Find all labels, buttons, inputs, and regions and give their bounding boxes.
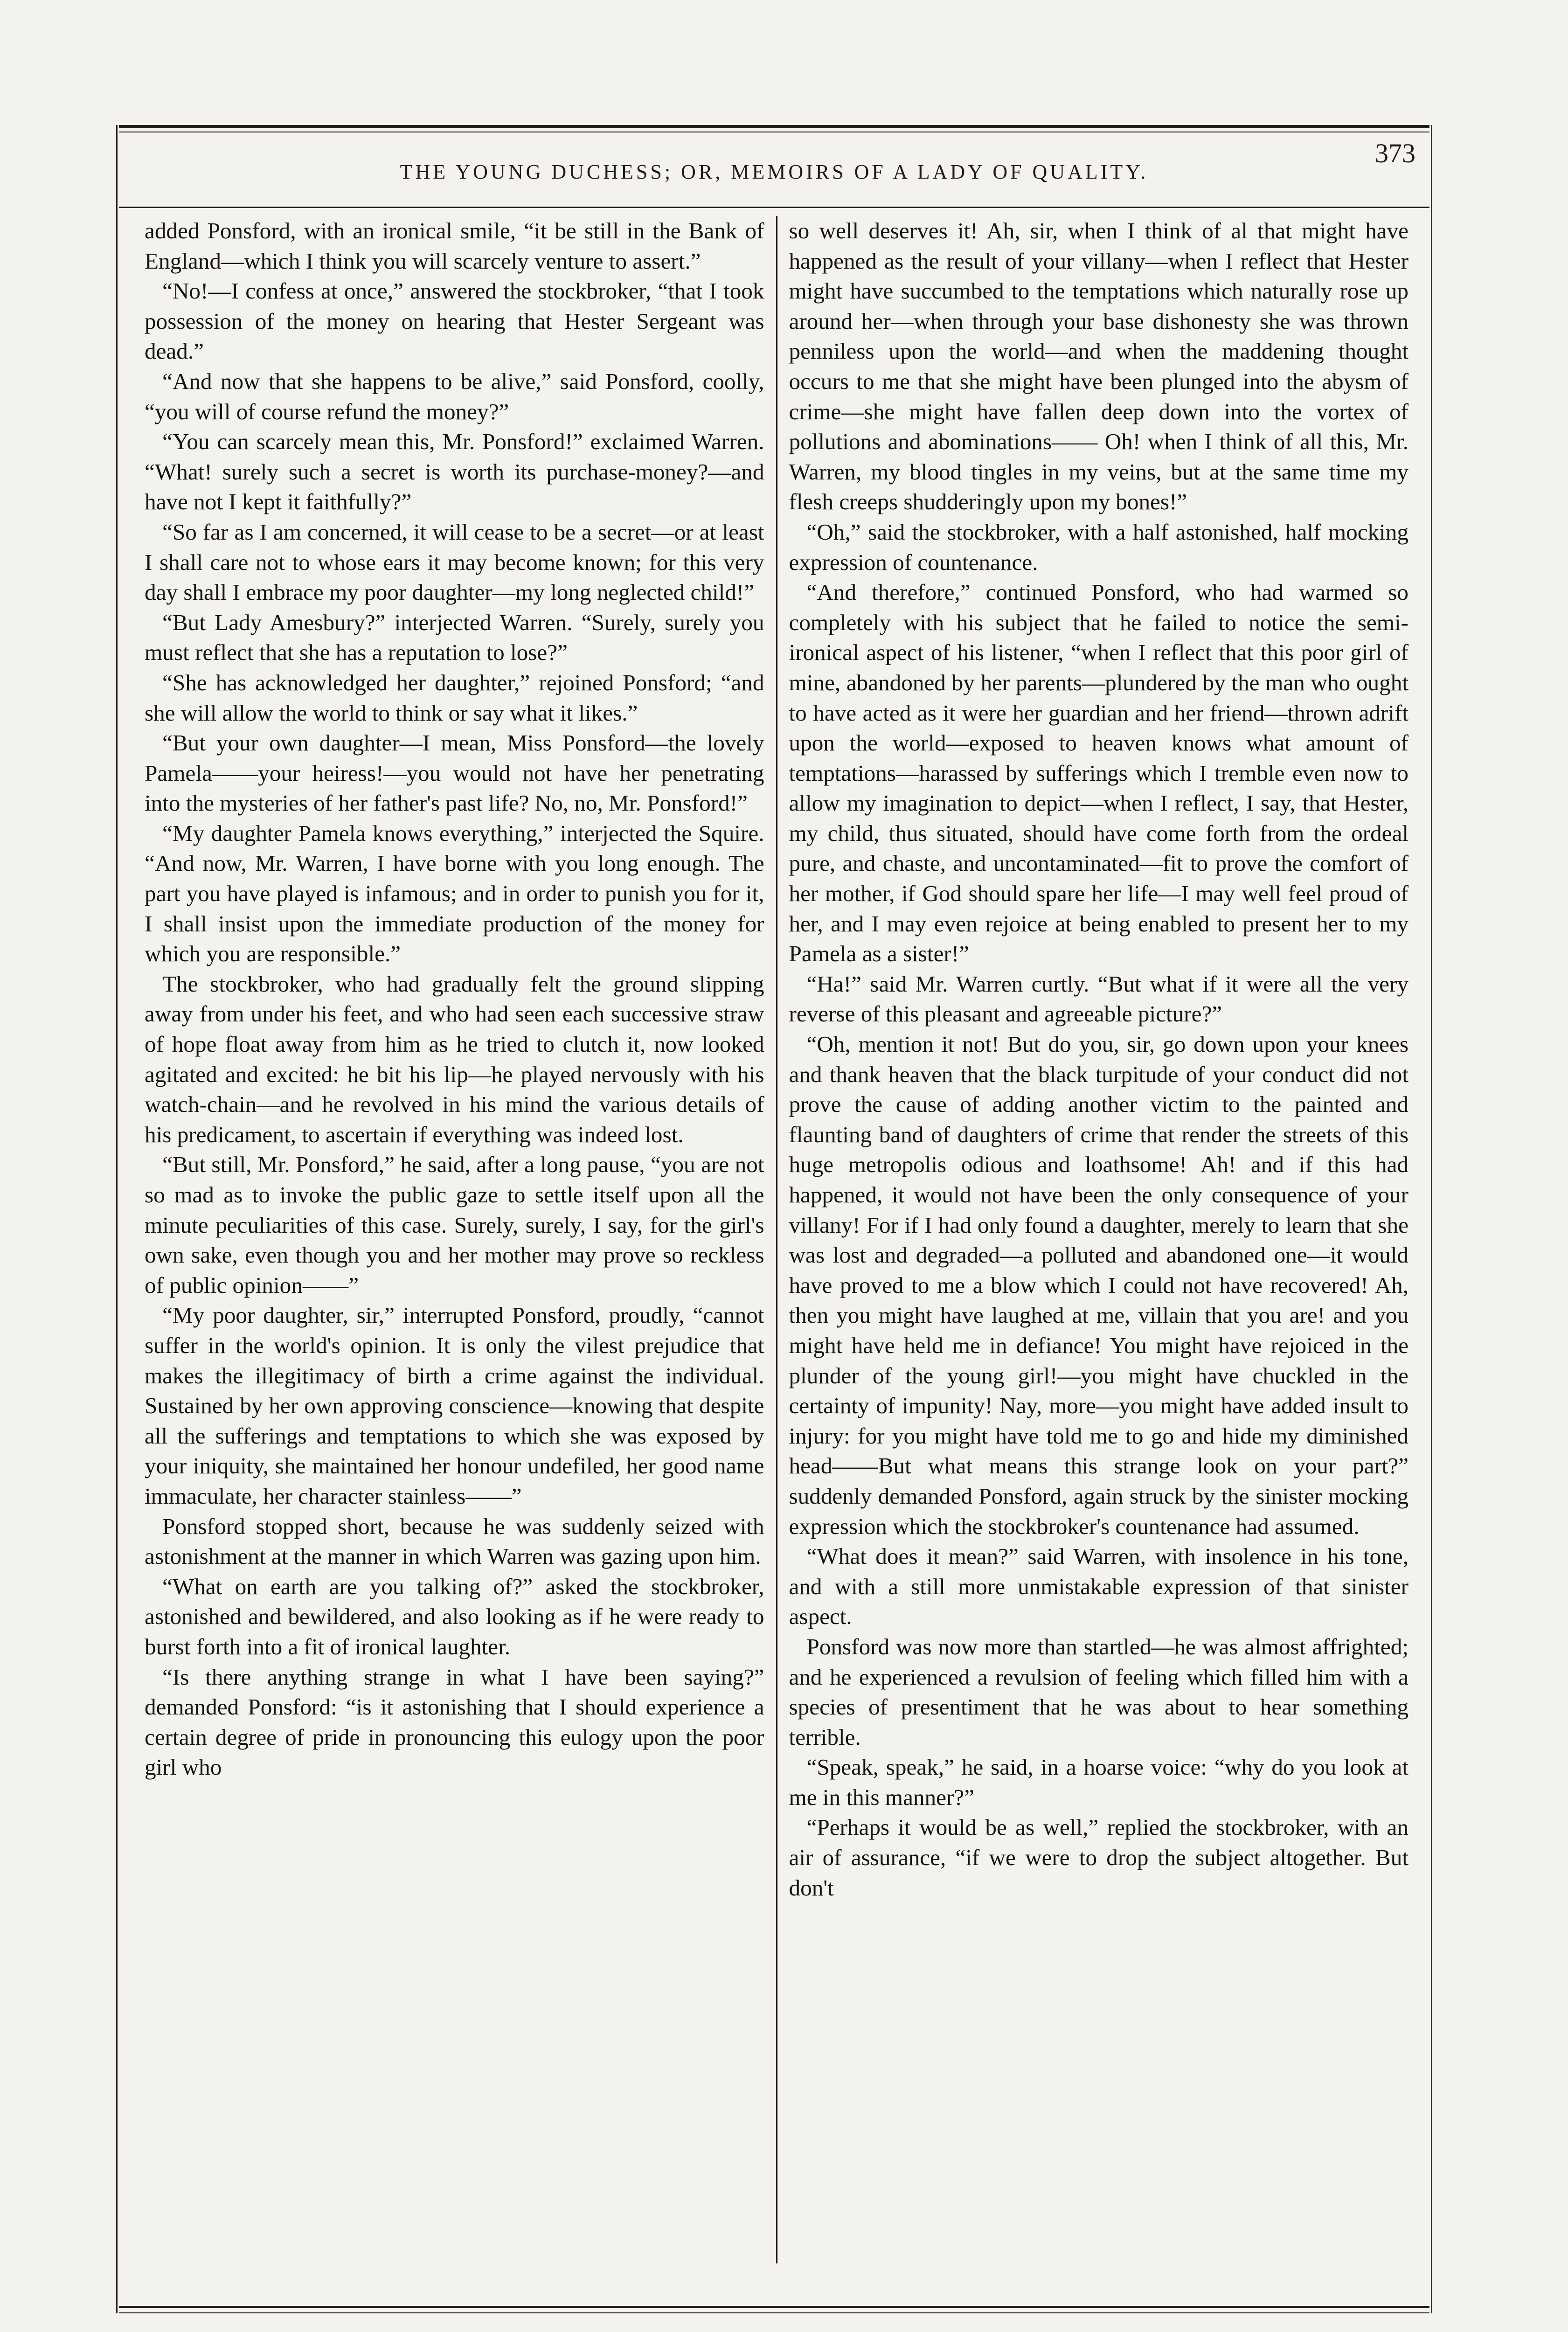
paragraph: Ponsford was now more than startled—he was almost affrighted; and he experienced a revulsion of feeling which filled him with a species of presentiment that he was about to hear something terrible. [789, 1633, 1408, 1750]
paragraph: The stockbroker, who had gradually felt the ground slipping away from under his feet, and who had seen each successive straw of hope float away from him as he tried to clutch it, now looked agitated and excited: he bit his lip—he played nervously with his watch-chain—and he revolved in his mind the various details of his predicament, to ascertain if everything was indeed lost. [145, 971, 764, 1147]
top-rule [119, 125, 1429, 128]
bottom-rule-thin [119, 2312, 1429, 2313]
page-number: 373 [1375, 138, 1415, 168]
paragraph: “Speak, speak,” he said, in a hoarse voice: “why do you look at me in this manner?” [789, 1754, 1408, 1810]
page-frame [119, 125, 1429, 2329]
paragraph: “And now that she happens to be alive,” said Ponsford, coolly, “you will of course refund the money?” [145, 368, 764, 424]
left-column [133, 216, 776, 2263]
paragraph: “But your own daughter—I mean, Miss Ponsford—the lovely Pamela——your heiress!—you would not have her penetrating into the mysteries of her father's past life? No, no, Mr. Ponsford!” [145, 730, 764, 816]
paragraph: “And therefore,” continued Ponsford, who had warmed so completely with his subject that he failed to notice the semi-ironical aspect of his listener, “when I reflect that this poor girl of mine, abandoned by her parents—plundered by the man who ought to have acted as it were her guardian and her friend—thrown adrift upon the world—exposed to heaven knows what amount of temptations—harassed by sufferings which I tremble even now to allow my imagination to depict—when I reflect, I say, that Hester, my child, thus situated, should have come forth from the ordeal pure, and chaste, and uncontaminated—fit to prove the comfort of her mother, if God should spare her life—I may well feel proud of her, and I may even rejoice at being enabled to present her to my Pamela as a sister!” [789, 579, 1408, 967]
paragraph: “Oh, mention it not! But do you, sir, go down upon your knees and thank heaven that the black turpitude of your conduct did not prove the cause of adding another victim to the painted and flaunting band of daughters of crime that render the streets of this huge metropolis odious and loathsome! Ah! and if this had happened, it would not have been the only consequence of your villany! For if I had only found a daughter, merely to learn that she was lost and degraded—a polluted and abandoned one—it would have proved to me a blow which I could not have recovered! Ah, then you might have laughed at me, villain that you are! and you might have held me in defiance! You might have rejoiced in the plunder of the young girl!—you might have chuckled in the certainty of impunity! Nay, more—you might have added insult to injury: for you might have told me to go and hide my diminished head——But what means this strange look on your part?” suddenly demanded Ponsford, again struck by the sinister mocking expression which the stockbroker's countenance had assumed. [789, 1031, 1408, 1539]
paragraph: so well deserves it! Ah, sir, when I think of al that might have happened as the result of your villany—when I reflect that Hester might have succumbed to the temptations which naturally rose up around her—when through your base dishonesty she was thrown penniless upon the world—and when the maddening thought occurs to me that she might have been plunged into the abysm of crime—she might have fallen deep down into the vortex of pollutions and abominations—— Oh! when I think of all this, Mr. Warren, my blood tingles in my veins, but at the same time my flesh creeps shudderingly upon my bones!” [789, 218, 1408, 515]
right-border [1431, 125, 1432, 2313]
right-column [777, 216, 1421, 2263]
paragraph: added Ponsford, with an ironical smile, “it be still in the Bank of England—which I think you will scarcely venture to assert.” [145, 218, 764, 274]
paragraph: “You can scarcely mean this, Mr. Ponsford!” exclaimed Warren. “What! surely such a secret is worth its purchase-money?—and have not I kept it faithfully?” [145, 429, 764, 515]
paragraph: “Ha!” said Mr. Warren curtly. “But what if it were all the very reverse of this pleasant and agreeable picture?” [789, 971, 1408, 1027]
paragraph: “She has acknowledged her daughter,” rejoined Ponsford; “and she will allow the world to think or say what it likes.” [145, 669, 764, 726]
paragraph: “So far as I am concerned, it will cease to be a secret—or at least I shall care not to whose ears it may become known; for this very day shall I embrace my poor daughter—my long neglected child!” [145, 519, 764, 605]
page-header [119, 144, 1429, 200]
paragraph: “My daughter Pamela knows everything,” interjected the Squire. “And now, Mr. Warren, I have borne with you long enough. The part you have played is infamous; and in order to punish you for it, I shall insist upon the immediate production of the money for which you are responsible.” [145, 820, 764, 967]
header-rule [119, 207, 1429, 208]
paragraph: “Oh,” said the stockbroker, with a half astonished, half mocking expression of countenance. [789, 519, 1408, 575]
paragraph: “My poor daughter, sir,” interrupted Ponsford, proudly, “cannot suffer in the world's opinion. It is only the vilest prejudice that makes the illegitimacy of birth a crime against the individual. Sustained by her own approving conscience—knowing that despite all the sufferings and temptations to which she was exposed by your iniquity, she maintained her honour undefiled, her good name immaculate, her character stainless——” [145, 1302, 764, 1509]
text-columns [133, 216, 1420, 2263]
paragraph: “What on earth are you talking of?” asked the stockbroker, astonished and bewildered, and also looking as if he were ready to burst forth into a fit of ironical laughter. [145, 1573, 764, 1659]
paragraph: “What does it mean?” said Warren, with insolence in his tone, and with a still more unmistakable expression of that sinister aspect. [789, 1543, 1408, 1630]
paragraph: “Perhaps it would be as well,” replied the stockbroker, with an air of assurance, “if we were to drop the subject altogether. But don't [789, 1814, 1408, 1901]
paragraph: Ponsford stopped short, because he was suddenly seized with astonishment at the manner in which Warren was gazing upon him. [145, 1513, 764, 1569]
paragraph: “Is there anything strange in what I have been saying?” demanded Ponsford: “is it astonishing that I should experience a certain degree of pride in pronouncing this eulogy upon the poor girl who [145, 1664, 764, 1780]
paragraph: “No!—I confess at once,” answered the stockbroker, “that I took possession of the money on hearing that Hester Sergeant was dead.” [145, 278, 764, 364]
left-border [116, 125, 118, 2313]
running-title: THE YOUNG DUCHESS; OR, MEMOIRS OF A LADY OF QUALITY. [400, 160, 1149, 183]
bottom-rule [119, 2306, 1429, 2308]
paragraph: “But Lady Amesbury?” interjected Warren. “Surely, surely you must reflect that she has a reputation to lose?” [145, 609, 764, 666]
paragraph: “But still, Mr. Ponsford,” he said, after a long pause, “you are not so mad as to invoke the public gaze to settle itself upon all the minute peculiarities of this case. Surely, surely, I say, for the girl's own sake, even though you and her mother may prove so reckless of public opinion——” [145, 1152, 764, 1298]
